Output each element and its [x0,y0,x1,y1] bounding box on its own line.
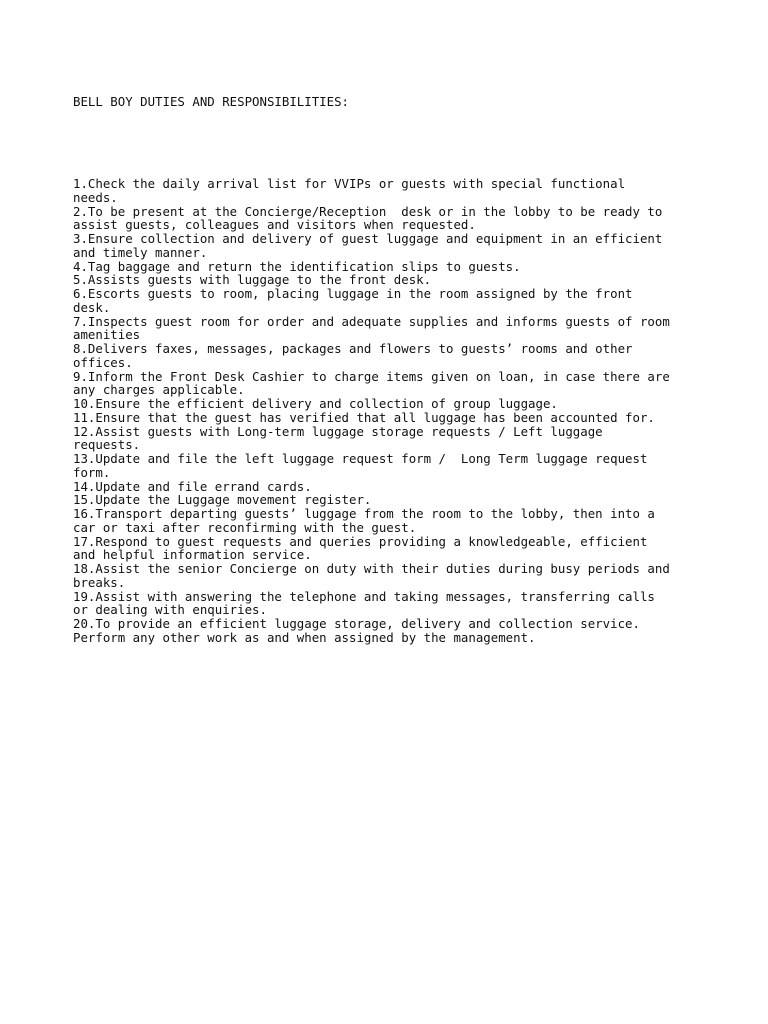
document-line: 8.Delivers faxes, messages, packages and flowers to guests’ rooms and other [73,341,633,356]
document-line: 18.Assist the senior Concierge on duty with their duties during busy periods and [73,561,670,576]
document-line: 13.Update and file the left luggage request form / Long Term luggage request [73,451,648,466]
document-line: 3.Ensure collection and delivery of guest luggage and equipment in an efficient [73,231,663,246]
document-title: BELL BOY DUTIES AND RESPONSIBILITIES: [73,93,350,109]
document-line: and helpful information service. [73,547,312,563]
document-line: and timely manner. [73,244,208,260]
document-line: 14.Update and file errand cards. [73,478,312,494]
document-line: 4.Tag baggage and return the identification slips to guests. [73,258,521,274]
document-line: 19.Assist with answering the telephone and taking messages, transferring calls [73,588,655,604]
document-line: 20.To provide an efficient luggage storage, delivery and collection service. [73,616,640,631]
document-line: 11.Ensure that the guest has verified that all luggage has been accounted for. [73,409,655,425]
document-line: Perform any other work as and when assigned by the management. [73,629,536,645]
document-line: offices. [73,354,133,370]
document-line: 9.Inform the Front Desk Cashier to charge items given on loan, in case there are [73,368,670,384]
document-line: 6.Escorts guests to room, placing luggage in the room assigned by the front [73,286,633,301]
document-line: amenities [73,327,141,343]
document-line: 15.Update the Luggage movement register. [73,492,372,508]
document-line: any charges applicable. [73,382,245,398]
duties-list [73,177,703,645]
document-line: 16.Transport departing guests’ luggage from the room to the lobby, then into a [73,506,655,521]
blank-line [73,136,703,150]
document-line: breaks. [73,574,126,590]
document-line: 2.To be present at the Concierge/Reception desk or in the lobby to be ready to [73,203,663,219]
document-line: assist guests, colleagues and visitors when requested. [73,217,476,233]
document-line: 17.Respond to guest requests and queries providing a knowledgeable, efficient [73,533,648,549]
document-line: 7.Inspects guest room for order and adequate supplies and informs guests of room [73,313,670,329]
document-line: requests. [73,437,141,453]
document-line: needs. [73,189,118,205]
document-line: car or taxi after reconfirming with the guest. [73,519,417,535]
document-line: or dealing with enquiries. [73,602,267,618]
document-line: 12.Assist guests with Long-term luggage storage requests / Left luggage [73,423,603,439]
document-line: 10.Ensure the efficient delivery and collection of group luggage. [73,396,558,411]
document-body [73,67,703,658]
document-line: form. [73,464,111,480]
document-line: 5.Assists guests with luggage to the front desk. [73,272,432,288]
document-line: 1.Check the daily arrival list for VVIPs or guests with special functional [73,176,626,191]
document-line: desk. [73,299,111,315]
